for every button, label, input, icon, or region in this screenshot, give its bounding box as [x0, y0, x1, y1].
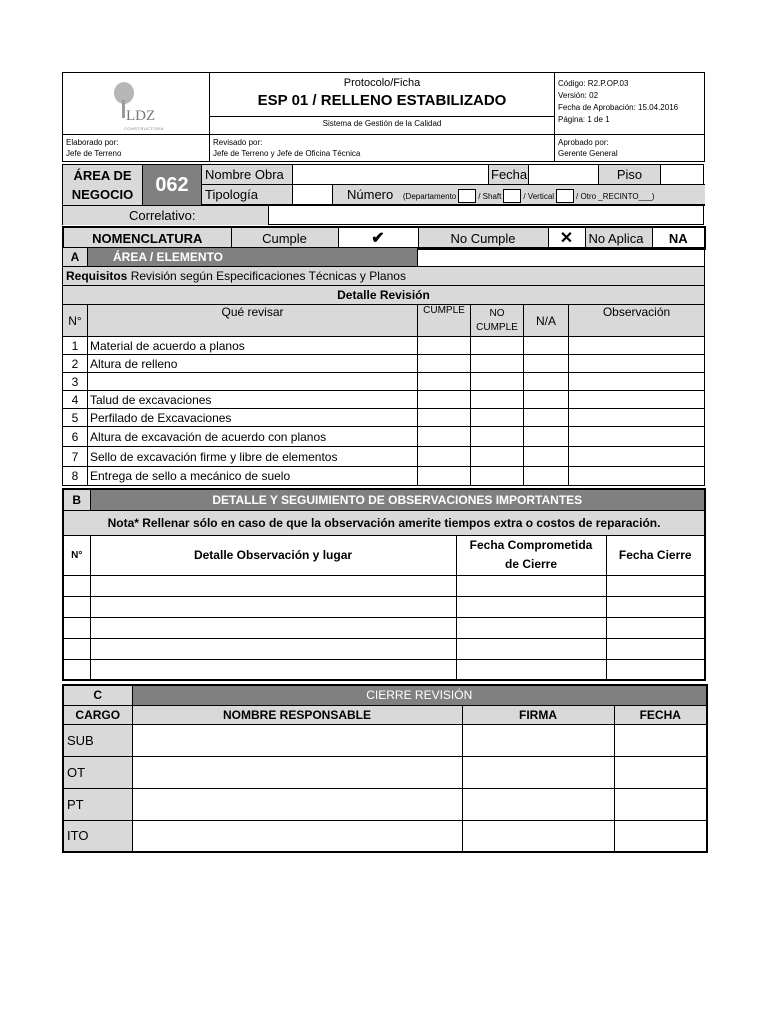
col-nombre: NOMBRE RESPONSABLE: [132, 705, 462, 724]
aprobado-value: Gerente General: [558, 149, 618, 158]
fecha-aprobacion: Fecha de Aprobación: 15.04.2016: [558, 103, 679, 112]
observation-rows: [63, 575, 705, 680]
checklist-items: [63, 337, 705, 486]
item-observacion-cell[interactable]: [569, 447, 705, 467]
checklist-row: [63, 467, 705, 486]
col-que-revisar: Qué revisar: [88, 305, 418, 337]
logo-subtext: CONSTRUCTORA: [124, 125, 164, 131]
item-cumple-cell[interactable]: [418, 447, 471, 467]
obs-fecha-cell[interactable]: [456, 638, 606, 659]
item-no-cumple-cell[interactable]: [471, 467, 524, 486]
item-text: Perfilado de Excavaciones: [88, 409, 418, 427]
area-elemento-field[interactable]: [418, 248, 705, 267]
document-title: ESP 01 / RELLENO ESTABILIZADO: [257, 92, 507, 109]
nomenclatura-label: NOMENCLATURA: [63, 227, 231, 249]
cargo-cell: SUB: [63, 724, 132, 756]
area-code: 062: [143, 165, 201, 205]
cross-icon: ✕: [548, 227, 585, 249]
revisado-value: Jefe de Terreno y Jefe de Oficina Técnica: [213, 149, 361, 158]
fecha-cell[interactable]: [614, 724, 707, 756]
cierre-row: [63, 724, 707, 756]
elaborado-value: Jefe de Terreno: [66, 149, 122, 158]
item-cumple-cell[interactable]: [418, 355, 471, 373]
cierre-row: [63, 756, 707, 788]
item-cumple-cell[interactable]: [418, 337, 471, 355]
vertical-label: / Vertical: [523, 192, 555, 201]
item-text: Altura de relleno: [88, 355, 418, 373]
section-a-letter: A: [63, 248, 88, 267]
col-cargo: CARGO: [63, 705, 132, 724]
shaft-label: / Shaft: [478, 192, 502, 201]
item-observacion-cell[interactable]: [569, 467, 705, 486]
piso-label: Piso: [598, 165, 660, 185]
obs-col-cierre: Fecha Cierre: [606, 535, 705, 575]
cierre-rows: [63, 724, 707, 852]
item-cumple-cell[interactable]: [418, 391, 471, 409]
obs-col-n: N°: [63, 535, 90, 575]
item-text: [88, 373, 418, 391]
item-observacion-cell[interactable]: [569, 391, 705, 409]
item-cumple-cell[interactable]: [418, 373, 471, 391]
item-number: 8: [63, 467, 88, 486]
detalle-revision: Detalle Revisión: [63, 286, 705, 305]
obs-col-fecha: [456, 535, 606, 575]
item-na-cell[interactable]: [524, 337, 569, 355]
section-b-letter: B: [63, 489, 90, 510]
item-na-cell[interactable]: [524, 427, 569, 447]
section-c-title: CIERRE REVISIÓN: [132, 685, 707, 705]
item-observacion-cell[interactable]: [569, 427, 705, 447]
firma-cell[interactable]: [462, 724, 614, 756]
aprobado-label: Aprobado por:: [558, 138, 609, 147]
col-na: N/A: [524, 305, 569, 337]
obs-detalle-cell[interactable]: [90, 575, 456, 596]
obs-detalle-cell[interactable]: [90, 617, 456, 638]
section-b-note: Nota* Rellenar sólo en caso de que la observación amerite tiempos extra o costos de reparación.: [63, 510, 705, 535]
item-na-cell[interactable]: [524, 355, 569, 373]
firma-cell[interactable]: [462, 820, 614, 852]
fecha-cell[interactable]: [614, 756, 707, 788]
obs-number-cell[interactable]: [63, 617, 90, 638]
item-number: 5: [63, 409, 88, 427]
obs-number-cell[interactable]: [63, 596, 90, 617]
item-no-cumple-cell[interactable]: [471, 337, 524, 355]
obs-cierre-cell[interactable]: [606, 596, 705, 617]
correlativo-label: Correlativo:: [63, 205, 268, 225]
tipologia-field[interactable]: [292, 185, 332, 205]
area-negocio-line1: ÁREA DE: [73, 168, 132, 183]
nombre-cell[interactable]: [132, 820, 462, 852]
requisitos-value: Revisión según Especificaciones Técnicas y Planos: [130, 269, 406, 283]
item-no-cumple-cell[interactable]: [471, 427, 524, 447]
obs-col-detalle: Detalle Observación y lugar: [90, 535, 456, 575]
vertical-checkbox[interactable]: [556, 189, 574, 203]
col-no-line1: NO: [489, 307, 505, 319]
col-fecha: FECHA: [614, 705, 707, 724]
requisitos-label: Requisitos: [66, 269, 128, 283]
col-cumple: CUMPLE: [418, 305, 471, 337]
cumple-label: Cumple: [231, 227, 338, 249]
section-c-letter: C: [63, 685, 132, 705]
firma-cell[interactable]: [462, 788, 614, 820]
ldz-logo: [66, 76, 206, 132]
checklist-row: [63, 373, 705, 391]
col-n: N°: [63, 305, 88, 337]
nombre-cell[interactable]: [132, 788, 462, 820]
cierre-row: [63, 820, 707, 852]
observation-row: [63, 638, 705, 659]
item-observacion-cell[interactable]: [569, 337, 705, 355]
item-text: Entrega de sello a mecánico de suelo: [88, 467, 418, 486]
item-no-cumple-cell[interactable]: [471, 391, 524, 409]
info-block: [62, 164, 704, 225]
item-number: 4: [63, 391, 88, 409]
area-negocio-line2: NEGOCIO: [71, 187, 134, 202]
checklist-row: [63, 409, 705, 427]
col-no-cumple: [471, 305, 524, 337]
obs-fecha-cell[interactable]: [456, 659, 606, 680]
item-number: 2: [63, 355, 88, 373]
item-text: Altura de excavación de acuerdo con planos: [88, 427, 418, 447]
otro-label: / Otro _RECINTO___): [576, 192, 655, 201]
section-b-table: [62, 488, 706, 681]
section-a-title: ÁREA / ELEMENTO: [88, 248, 418, 267]
obs-fecha-cell[interactable]: [456, 596, 606, 617]
obs-fecha-cell[interactable]: [456, 575, 606, 596]
tree-trunk: [122, 100, 125, 118]
obs-col-fecha-line2: de Cierre: [504, 557, 558, 571]
item-na-cell[interactable]: [524, 467, 569, 486]
cierre-row: [63, 788, 707, 820]
item-no-cumple-cell[interactable]: [471, 355, 524, 373]
cargo-cell: OT: [63, 756, 132, 788]
section-a-table: [62, 247, 705, 486]
item-text: Talud de excavaciones: [88, 391, 418, 409]
item-cumple-cell[interactable]: [418, 409, 471, 427]
codigo: Código: R2.P.OP.03: [558, 79, 629, 88]
nombre-cell[interactable]: [132, 724, 462, 756]
no-cumple-label: No Cumple: [418, 227, 548, 249]
item-observacion-cell[interactable]: [569, 409, 705, 427]
fecha-label: Fecha: [488, 165, 528, 185]
numero-row: [332, 185, 705, 205]
title-cell: [210, 73, 555, 135]
checklist-row: [63, 427, 705, 447]
system-label: Sistema de Gestión de la Calidad: [210, 116, 554, 133]
obs-number-cell[interactable]: [63, 659, 90, 680]
version: Versión: 02: [558, 91, 599, 100]
obs-fecha-cell[interactable]: [456, 617, 606, 638]
item-no-cumple-cell[interactable]: [471, 447, 524, 467]
correlativo-field[interactable]: [268, 205, 705, 225]
item-observacion-cell[interactable]: [569, 355, 705, 373]
item-number: 3: [63, 373, 88, 391]
item-observacion-cell[interactable]: [569, 373, 705, 391]
obs-number-cell[interactable]: [63, 638, 90, 659]
tipologia-label: Tipología: [201, 185, 292, 205]
revisado-label: Revisado por:: [213, 138, 263, 147]
departamento-checkbox[interactable]: [458, 189, 476, 203]
col-no-line2: CUMPLE: [476, 321, 518, 333]
checklist-row: [63, 337, 705, 355]
item-text: Material de acuerdo a planos: [88, 337, 418, 355]
pagina: Página: 1 de 1: [558, 115, 610, 124]
checklist-row: [63, 355, 705, 373]
firma-cell[interactable]: [462, 756, 614, 788]
shaft-checkbox[interactable]: [503, 189, 521, 203]
doc-meta-cell: [555, 73, 705, 135]
fecha-field[interactable]: [528, 165, 598, 185]
cargo-cell: PT: [63, 788, 132, 820]
item-no-cumple-cell[interactable]: [471, 409, 524, 427]
item-number: 6: [63, 427, 88, 447]
obs-detalle-cell[interactable]: [90, 638, 456, 659]
nombre-obra-field[interactable]: [292, 165, 488, 185]
observation-row: [63, 617, 705, 638]
col-firma: FIRMA: [462, 705, 614, 724]
item-number: 1: [63, 337, 88, 355]
obs-number-cell[interactable]: [63, 575, 90, 596]
revisado-cell: [210, 135, 555, 162]
departamento-label: (Departamento: [402, 192, 457, 201]
obs-cierre-cell[interactable]: [606, 659, 705, 680]
area-negocio-label: [63, 165, 143, 205]
checklist-row: [63, 391, 705, 409]
item-number: 7: [63, 447, 88, 467]
nombre-obra-label: Nombre Obra: [201, 165, 292, 185]
item-cumple-cell[interactable]: [418, 427, 471, 447]
fecha-cell[interactable]: [614, 820, 707, 852]
item-na-cell[interactable]: [524, 409, 569, 427]
item-text: Sello de excavación firme y libre de elementos: [88, 447, 418, 467]
col-observacion: Observación: [569, 305, 705, 337]
obs-detalle-cell[interactable]: [90, 596, 456, 617]
section-c-table: [62, 684, 708, 853]
obs-col-fecha-line1: Fecha Comprometida: [469, 538, 593, 552]
item-na-cell[interactable]: [524, 447, 569, 467]
checklist-row: [63, 447, 705, 467]
item-na-cell[interactable]: [524, 373, 569, 391]
obs-detalle-cell[interactable]: [90, 659, 456, 680]
obs-cierre-cell[interactable]: [606, 575, 705, 596]
observation-row: [63, 575, 705, 596]
requisitos-row: [63, 267, 705, 286]
section-b-title: DETALLE Y SEGUIMIENTO DE OBSERVACIONES IMPORTANTES: [90, 489, 705, 510]
observation-row: [63, 596, 705, 617]
numero-label: Número: [347, 187, 394, 202]
aprobado-cell: [555, 135, 705, 162]
elaborado-cell: [63, 135, 210, 162]
piso-field[interactable]: [660, 165, 705, 185]
check-icon: ✔: [338, 227, 418, 249]
cargo-cell: ITO: [63, 820, 132, 852]
header-table: [62, 72, 705, 162]
item-na-cell[interactable]: [524, 391, 569, 409]
fecha-cell[interactable]: [614, 788, 707, 820]
logo-text: LDZ: [126, 107, 156, 124]
item-cumple-cell[interactable]: [418, 467, 471, 486]
item-no-cumple-cell[interactable]: [471, 373, 524, 391]
elaborado-label: Elaborado por:: [66, 138, 119, 147]
nombre-cell[interactable]: [132, 756, 462, 788]
obs-cierre-cell[interactable]: [606, 617, 705, 638]
observation-row: [63, 659, 705, 680]
obs-cierre-cell[interactable]: [606, 638, 705, 659]
protocol-label: Protocolo/Ficha: [343, 77, 421, 89]
logo-cell: [63, 73, 210, 135]
no-aplica-label: No Aplica: [585, 227, 652, 249]
na-label: NA: [652, 227, 705, 249]
